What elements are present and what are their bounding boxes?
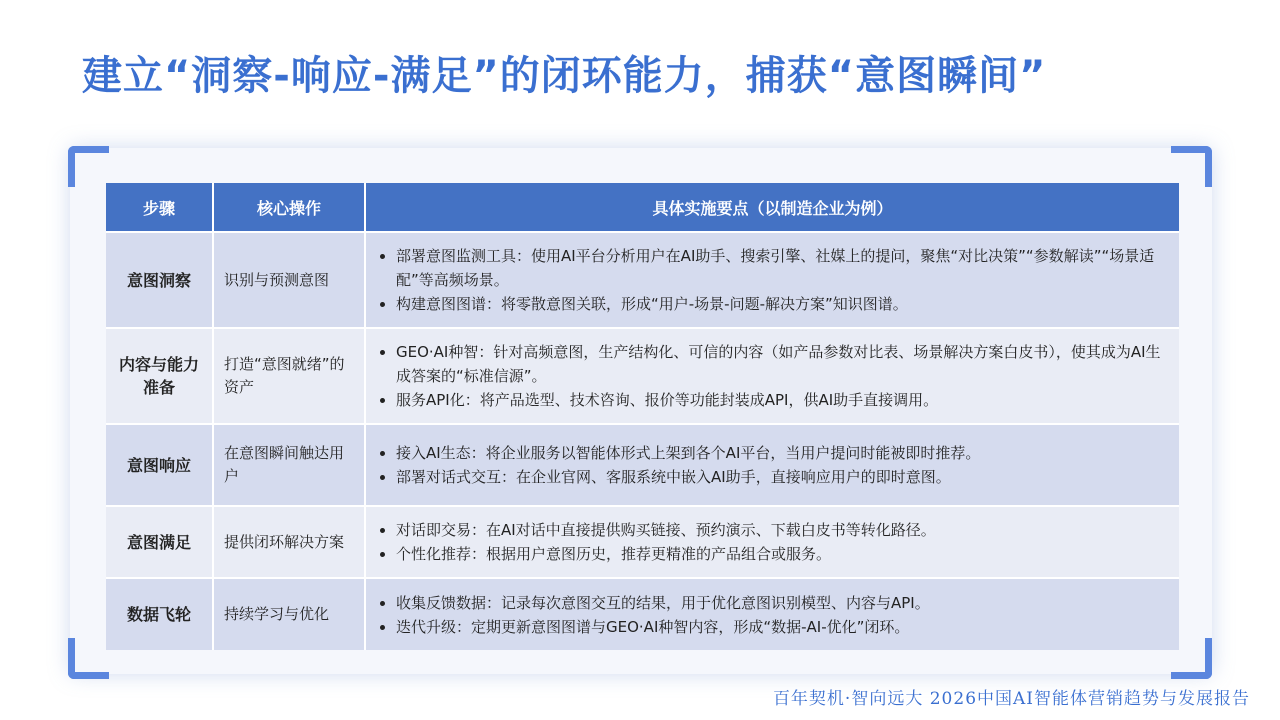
frame-corner-top-right — [1171, 146, 1212, 187]
point-item: • 收集反馈数据：记录每次意图交互的结果，用于优化意图识别模型、内容与API。 — [396, 591, 1169, 615]
point-item: • 部署意图监测工具：使用AI平台分析用户在AI助手、搜索引擎、社媒上的提问，聚焦“对比决策”“参数解读”“场景适配”等高频场景。 — [396, 244, 1169, 292]
step-cell: 意图洞察 — [106, 232, 213, 328]
footer-caption: 百年契机·智向远大 2026中国AI智能体营销趋势与发展报告 — [772, 689, 1250, 709]
points-cell — [365, 232, 1179, 328]
points-list — [376, 244, 1169, 316]
table-row — [106, 506, 1179, 578]
points-list — [376, 441, 1169, 489]
point-item: • 构建意图图谱：将零散意图关联，形成“用户-场景-问题-解决方案”知识图谱。 — [396, 292, 1169, 316]
table-row — [106, 328, 1179, 424]
steps-table — [106, 183, 1179, 650]
step-cell: 意图响应 — [106, 424, 213, 506]
table-row — [106, 232, 1179, 328]
step-cell: 内容与能力准备 — [106, 328, 213, 424]
frame-corner-bottom-left — [68, 638, 109, 679]
points-cell — [365, 578, 1179, 650]
header-points: 具体实施要点（以制造企业为例） — [365, 183, 1179, 232]
point-item: • 个性化推荐：根据用户意图历史，推荐更精准的产品组合或服务。 — [396, 542, 1169, 566]
frame-corner-top-left — [68, 146, 109, 187]
point-item: • 接入AI生态：将企业服务以智能体形式上架到各个AI平台，当用户提问时能被即时推荐。 — [396, 441, 1169, 465]
header-operation: 核心操作 — [213, 183, 365, 232]
points-cell — [365, 328, 1179, 424]
table-row — [106, 578, 1179, 650]
points-cell — [365, 424, 1179, 506]
operation-cell: 提供闭环解决方案 — [213, 506, 365, 578]
step-cell: 意图满足 — [106, 506, 213, 578]
points-cell — [365, 506, 1179, 578]
points-list — [376, 340, 1169, 412]
point-item: • 服务API化：将产品选型、技术咨询、报价等功能封装成API，供AI助手直接调用。 — [396, 388, 1169, 412]
table-row — [106, 424, 1179, 506]
points-list — [376, 591, 1169, 639]
operation-cell: 识别与预测意图 — [213, 232, 365, 328]
step-cell: 数据飞轮 — [106, 578, 213, 650]
points-list — [376, 518, 1169, 566]
operation-cell: 持续学习与优化 — [213, 578, 365, 650]
table-header-row — [106, 183, 1179, 232]
point-item: • 部署对话式交互：在企业官网、客服系统中嵌入AI助手，直接响应用户的即时意图。 — [396, 465, 1169, 489]
header-step: 步骤 — [106, 183, 213, 232]
operation-cell: 在意图瞬间触达用户 — [213, 424, 365, 506]
point-item: • GEO·AI种智：针对高频意图，生产结构化、可信的内容（如产品参数对比表、场景解决方案白皮书），使其成为AI生成答案的“标准信源”。 — [396, 340, 1169, 388]
page-title: 建立“洞察-响应-满足”的闭环能力，捕获“意图瞬间” — [82, 53, 1047, 99]
point-item: • 迭代升级：定期更新意图图谱与GEO·AI种智内容，形成“数据-AI-优化”闭环。 — [396, 615, 1169, 639]
point-item: • 对话即交易：在AI对话中直接提供购买链接、预约演示、下载白皮书等转化路径。 — [396, 518, 1169, 542]
operation-cell: 打造“意图就绪”的资产 — [213, 328, 365, 424]
